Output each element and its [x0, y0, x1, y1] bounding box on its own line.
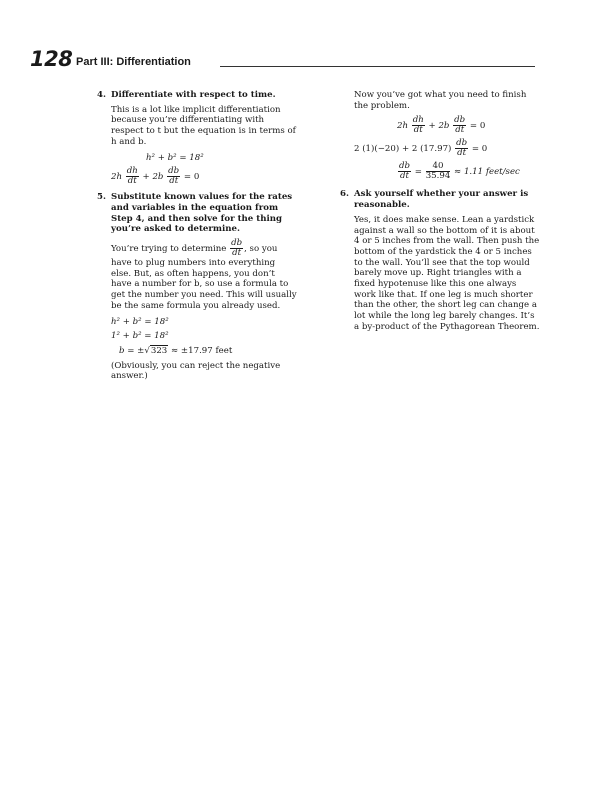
step-4: [97, 90, 297, 186]
step-5: [97, 192, 297, 382]
page-header: [30, 47, 535, 72]
part-title: Part III: Differentiation: [76, 56, 195, 68]
step-5-intro: You’re trying to determine $\frac{db}{dt}$ , so you have to plug numbers into everything else. But, as often happens, you don’t have a number for b, so use a formula to get the number you need. This will usually be the same formula you already used.: [111, 238, 297, 311]
step-4-heading: 4. Differentiate with respect to time.: [97, 90, 276, 100]
left-column: [97, 90, 297, 388]
right-equation-2: 2 (1)(−20) + 2 (17.97) $\frac{db}{dt}$ = 0: [354, 138, 488, 159]
step-5-equation-3: b = ±√323 ≈ ±17.97 feet: [119, 345, 233, 356]
right-equation-1: 2h $\frac{dh}{dt}$ + 2b $\frac{db}{dt}$ = 0: [397, 115, 486, 136]
step-5-equation-1: h² + b² = 18²: [111, 316, 169, 327]
right-equation-3: $\frac{db}{dt}$ = $\frac{40}{35.94}$ ≈ 1.11 feet/sec: [399, 161, 520, 182]
step-6-body: Yes, it does make sense. Lean a yardstick against a wall so the bottom of it is about 4 or 5 inches from the wall. Then push the bottom of the yardstick the 4 or 5 inches to the wall. You’ll see that the top would barely move up. Right triangles with a fixed hypotenuse like this one always work like that. If one leg is much shorter than the other, the short leg can change a lot while the long leg barely changes. It’s a by-product of the Pythagorean Theorem.: [354, 214, 540, 332]
step-5-note: (Obviously, you can reject the negative answer.): [111, 360, 281, 382]
right-column: [340, 90, 540, 339]
step-6-heading: 6. Ask yourself whether your answer is reasonable.: [340, 189, 529, 211]
header-rule: [220, 66, 535, 67]
finish-intro: Now you’ve got what you need to finish the problem.: [354, 90, 527, 111]
step-4-equation-2: 2h $\frac{dh}{dt}$ + 2b $\frac{db}{dt}$ = 0: [111, 166, 200, 187]
step-4-body: This is a lot like implicit differentiation because you’re differentiating with respect to t but the equation is in terms of h and b.: [111, 104, 296, 147]
page-number: 128: [30, 47, 73, 71]
step-4-equation-1: h² + b² = 18²: [146, 152, 204, 163]
step-5-heading: 5. Substitute known values for the rates and variables in the equation from Step 4, and then solve for the thing you’re asked to determine.: [97, 192, 293, 235]
step-6: [340, 189, 540, 332]
step-5-equation-2: 1² + b² = 18²: [111, 331, 169, 342]
